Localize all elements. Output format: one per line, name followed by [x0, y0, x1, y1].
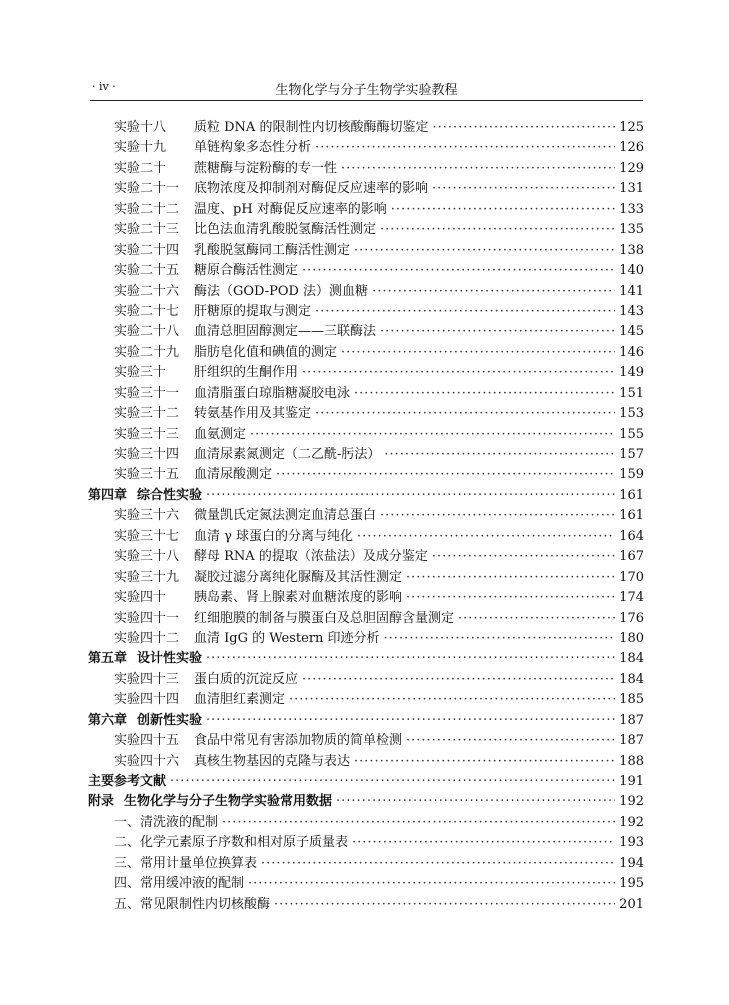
toc-page-number: 194 [619, 855, 644, 871]
dot-leader [250, 427, 615, 442]
toc-page-number: 164 [619, 528, 644, 544]
toc-page-number: 140 [619, 263, 644, 279]
toc-entry [88, 852, 644, 872]
toc-entry-label [114, 831, 348, 850]
toc-entry-title: 乳酸脱氢酶同工酶活性测定 [194, 242, 351, 258]
toc-entry-number: 第四章 [88, 487, 128, 503]
toc-entry [88, 443, 644, 463]
dot-leader [380, 508, 615, 523]
toc-entry-number: 实验四十四 [114, 692, 180, 708]
toc-entry-title: 血清 IgG 的 Western 印迹分析 [194, 630, 380, 646]
toc-entry-number: 实验四十二 [114, 630, 180, 646]
toc-entry-label [114, 300, 311, 319]
toc-entry-title: 蔗糖酶与淀粉酶的专一性 [194, 160, 338, 176]
running-title: 生物化学与分子生物学实验教程 [275, 83, 458, 98]
toc-entry [88, 750, 644, 770]
toc-entry-title: 温度、pH 对酶促反应速率的影响 [194, 201, 387, 217]
toc-entry-title: 主要参考文献 [88, 774, 167, 789]
toc-entry-label [114, 463, 272, 482]
toc-page-number: 187 [619, 733, 644, 749]
toc-page-number: 176 [619, 610, 644, 626]
dot-leader [341, 345, 615, 360]
toc-page-number: 161 [619, 508, 644, 524]
toc-entry-label [88, 647, 202, 666]
dot-leader [458, 611, 615, 626]
toc-entry-title: 综合性实验 [137, 487, 203, 503]
toc-entry [88, 668, 644, 688]
toc-entry [88, 525, 644, 545]
toc-entry [88, 177, 644, 197]
toc-page-number: 131 [619, 181, 644, 197]
toc-entry-label [114, 116, 428, 135]
toc-entry-number: 实验二十九 [114, 344, 180, 360]
toc-entry [88, 872, 644, 892]
toc-entry-title: 一、清洗液的配制 [114, 814, 219, 830]
toc-entry-label [114, 361, 298, 380]
toc-entry-label [114, 198, 387, 217]
toc-entry-title: 糖原合酶活性测定 [194, 263, 299, 279]
toc-entry-title: 转氨基作用及其鉴定 [194, 406, 312, 422]
dot-leader [384, 631, 616, 646]
toc-entry-title: 血清脂蛋白琼脂糖凝胶电泳 [194, 385, 351, 401]
toc-entry-label [88, 709, 202, 728]
toc-entry-title: 五、常见限制性内切核酸酶 [114, 896, 271, 912]
dot-leader [206, 651, 615, 666]
toc-entry-number: 实验四十一 [114, 610, 180, 626]
dot-leader [380, 324, 615, 339]
toc-entry-label [114, 157, 337, 176]
toc-entry [88, 157, 644, 177]
toc-entry-number: 实验三十四 [114, 447, 180, 462]
dot-leader [315, 140, 615, 155]
toc-entry-label [114, 177, 428, 196]
toc-page-number: 125 [619, 120, 644, 135]
toc-entry-label [114, 280, 368, 299]
toc-entry-title: 脂肪皂化值和碘值的测定 [194, 344, 338, 360]
toc-entry-label [114, 504, 376, 523]
toc-entry-number: 实验四十 [114, 590, 167, 606]
dot-leader [302, 263, 615, 278]
toc-entry-title: 单链构象多态性分析 [194, 140, 312, 156]
toc-page-number: 192 [619, 794, 644, 810]
toc-entry-title: 肝糖原的提取与测定 [194, 303, 312, 319]
toc-entry [88, 688, 644, 708]
toc-entry-title: 肝组织的生酮作用 [194, 365, 299, 381]
toc-page-number: 184 [619, 671, 644, 687]
toc-entry-number: 实验三十五 [114, 467, 180, 483]
dot-leader [354, 386, 615, 401]
toc-entry-title: 二、化学元素原子序数和相对原子质量表 [114, 835, 349, 851]
toc-entry-label [114, 525, 353, 544]
toc-entry-number: 实验二十八 [114, 324, 180, 340]
toc-entry-title: 食品中常见有害添加物质的简单检测 [194, 733, 403, 749]
toc-entry-label [114, 607, 454, 626]
toc-entry-title: 胰岛素、肾上腺素对血糖浓度的影响 [194, 590, 403, 606]
toc-entry-label [114, 341, 337, 360]
toc-entry-number: 第六章 [88, 712, 128, 728]
toc-entry-label [114, 627, 380, 646]
toc-entry [88, 382, 644, 402]
toc-page-number: 180 [619, 630, 644, 646]
toc-entry [88, 116, 644, 136]
toc-page-number: 133 [619, 201, 644, 217]
toc-entry-label [114, 750, 350, 769]
toc-page-number: 143 [619, 303, 644, 319]
dot-leader [406, 733, 615, 748]
toc-entry-number: 实验二十 [114, 160, 167, 176]
dot-leader [206, 713, 615, 728]
toc-entry-label [88, 484, 202, 503]
toc-page-number: 145 [619, 324, 644, 340]
toc-entry-title: 微量凯氏定氮法测定血清总蛋白 [194, 508, 377, 524]
toc-entry-label [114, 259, 298, 278]
toc-entry [88, 504, 644, 524]
dot-leader [289, 692, 615, 707]
toc-entry [88, 729, 644, 749]
toc-entry-title: 质粒 DNA 的限制性内切核酸酶酶切鉴定 [194, 120, 429, 135]
toc-entry-title: 四、常用缓冲液的配制 [114, 876, 245, 892]
toc-entry-title: 血清尿素氮测定（二乙酰-肟法） [194, 447, 381, 462]
toc-page-number: 167 [619, 549, 644, 565]
toc-page-number: 138 [619, 242, 644, 258]
toc-entry [88, 811, 644, 831]
dot-leader [302, 672, 615, 687]
dot-leader [380, 222, 615, 237]
toc-page-number: 193 [619, 835, 644, 851]
toc-entry [88, 198, 644, 218]
toc-page-number: 170 [619, 569, 644, 585]
dot-leader [354, 754, 615, 769]
dot-leader [352, 835, 615, 850]
toc-entry [88, 607, 644, 627]
dot-leader [276, 467, 615, 482]
toc-page-number: 191 [619, 774, 644, 789]
toc-entry-title: 蛋白质的沉淀反应 [194, 671, 299, 687]
toc-entry [88, 423, 644, 443]
dot-leader [384, 447, 615, 462]
toc-entry-number: 实验二十四 [114, 242, 180, 258]
toc-page-number: 192 [619, 814, 644, 830]
toc-entry [88, 239, 644, 259]
page-header [90, 74, 643, 96]
toc-entry-number: 实验四十六 [114, 753, 180, 769]
dot-leader [432, 181, 615, 196]
toc-entry-title: 生物化学与分子生物学实验常用数据 [124, 794, 333, 810]
toc-entry-label [114, 136, 311, 155]
toc-entry-label [114, 443, 380, 462]
toc-entry-label [114, 320, 376, 339]
toc-entry-label [114, 688, 285, 707]
dot-leader [302, 365, 615, 380]
toc-entry-label [114, 872, 244, 891]
toc-entry-title: 血清尿酸测定 [194, 467, 273, 483]
toc-page-number: 155 [619, 426, 644, 442]
dot-leader [341, 161, 615, 176]
toc-entry-number: 实验二十二 [114, 201, 180, 217]
dot-leader [315, 406, 615, 421]
toc-entry-title: 创新性实验 [137, 712, 203, 728]
toc-entry-number: 实验三十六 [114, 508, 180, 524]
toc-entry [88, 627, 644, 647]
toc-page-number: 161 [619, 487, 644, 503]
toc-page-number: 201 [619, 896, 644, 912]
dot-leader [261, 856, 615, 871]
toc-entry [88, 341, 644, 361]
toc-entry [88, 545, 644, 565]
toc-page-number: 157 [619, 447, 644, 462]
toc-page-number: 151 [619, 385, 644, 401]
dot-leader [406, 570, 615, 585]
toc-entry-number: 实验二十三 [114, 222, 180, 238]
toc-entry-number: 实验十九 [114, 140, 167, 156]
toc-entry-number: 附录 [88, 794, 115, 810]
toc-entry-number: 实验二十七 [114, 303, 180, 319]
toc-chapter-entry [88, 770, 644, 790]
toc-entry-label [114, 729, 402, 748]
toc-entry-label [114, 668, 298, 687]
toc-chapter-entry [88, 709, 644, 729]
toc-entry-number: 实验三十七 [114, 528, 180, 544]
toc-entry-title: 凝胶过滤分离纯化脲酶及其活性测定 [194, 569, 403, 585]
toc-page-number: 184 [619, 651, 644, 667]
toc-entry-number: 实验三十二 [114, 406, 180, 422]
toc-entry-number: 实验二十一 [114, 181, 180, 197]
toc-page-number: 187 [619, 712, 644, 728]
toc-page-number: 146 [619, 344, 644, 360]
toc-entry-title: 血氨测定 [194, 426, 247, 442]
toc-entry-label [114, 382, 350, 401]
toc-page-number: 159 [619, 467, 644, 483]
toc-entry [88, 831, 644, 851]
page-number-marker: · iv · [92, 80, 116, 93]
toc-page-number: 185 [619, 692, 644, 708]
toc-entry-label [114, 423, 246, 442]
dot-leader [206, 488, 615, 503]
toc-page-number: 188 [619, 753, 644, 769]
toc-entry [88, 893, 644, 913]
table-of-contents [88, 116, 644, 913]
toc-entry [88, 259, 644, 279]
dot-leader [274, 897, 615, 912]
toc-entry-number: 实验二十五 [114, 263, 180, 279]
toc-page-number: 126 [619, 140, 644, 156]
toc-page-number: 149 [619, 365, 644, 381]
toc-chapter-entry [88, 790, 644, 810]
toc-page-number: 195 [619, 876, 644, 892]
toc-chapter-entry [88, 647, 644, 667]
dot-leader [432, 549, 615, 564]
toc-entry-number: 实验三十九 [114, 569, 180, 585]
toc-entry [88, 566, 644, 586]
toc-entry-title: 血清 γ 球蛋白的分离与纯化 [194, 528, 354, 544]
toc-entry-title: 底物浓度及抑制剂对酶促反应速率的影响 [194, 181, 429, 197]
toc-entry-label [114, 239, 350, 258]
toc-page-number: 135 [619, 222, 644, 238]
toc-entry-title: 设计性实验 [137, 651, 203, 667]
toc-entry-number: 实验三十八 [114, 549, 180, 565]
header-rule [90, 100, 643, 101]
toc-entry-number: 实验四十五 [114, 733, 180, 749]
toc-entry-number: 实验二十六 [114, 283, 180, 299]
dot-leader [170, 774, 615, 789]
toc-entry-title: 酵母 RNA 的提取（浓盐法）及成分鉴定 [194, 549, 428, 565]
dot-leader [372, 284, 615, 299]
dot-leader [432, 120, 615, 135]
toc-entry [88, 361, 644, 381]
toc-entry-title: 红细胞膜的制备与膜蛋白及总胆固醇含量测定 [194, 610, 455, 626]
toc-entry-label [114, 566, 402, 585]
toc-entry-label [114, 402, 311, 421]
toc-entry-label [114, 811, 218, 830]
toc-entry-number: 实验三十一 [114, 385, 180, 401]
toc-entry-label [114, 893, 270, 912]
toc-entry-number: 实验三十三 [114, 426, 180, 442]
toc-entry [88, 300, 644, 320]
toc-entry [88, 218, 644, 238]
dot-leader [391, 202, 615, 217]
dot-leader [406, 590, 615, 605]
toc-entry [88, 280, 644, 300]
dot-leader [222, 815, 615, 830]
toc-entry-number: 实验十八 [114, 120, 167, 135]
toc-entry-title: 酶法（GOD-POD 法）测血糖 [194, 283, 369, 299]
toc-entry-number: 实验三十 [114, 365, 167, 381]
toc-entry-label [114, 218, 376, 237]
toc-entry-label [88, 790, 332, 809]
dot-leader [315, 304, 615, 319]
toc-page-number: 129 [619, 160, 644, 176]
toc-entry [88, 402, 644, 422]
toc-entry-label [114, 545, 428, 564]
toc-entry-title: 真核生物基因的克隆与表达 [194, 753, 351, 769]
toc-page-number: 153 [619, 406, 644, 422]
toc-entry-title: 血清胆红素测定 [194, 692, 286, 708]
toc-entry-label [114, 586, 402, 605]
dot-leader [357, 529, 615, 544]
toc-entry-label [88, 770, 166, 789]
toc-entry-number: 实验四十三 [114, 671, 180, 687]
toc-entry [88, 136, 644, 156]
toc-entry-title: 血清总胆固醇测定——三联酶法 [194, 324, 377, 340]
dot-leader [248, 876, 615, 891]
toc-entry [88, 320, 644, 340]
toc-entry-title: 比色法血清乳酸脱氢酶活性测定 [194, 222, 377, 238]
toc-entry-title: 三、常用计量单位换算表 [114, 855, 258, 871]
toc-entry-number: 第五章 [88, 651, 128, 667]
toc-entry-label [114, 852, 257, 871]
dot-leader [336, 794, 615, 809]
toc-entry [88, 586, 644, 606]
toc-chapter-entry [88, 484, 644, 504]
toc-page-number: 174 [619, 590, 644, 606]
toc-entry [88, 463, 644, 483]
dot-leader [354, 243, 615, 258]
toc-page-number: 141 [619, 283, 644, 299]
